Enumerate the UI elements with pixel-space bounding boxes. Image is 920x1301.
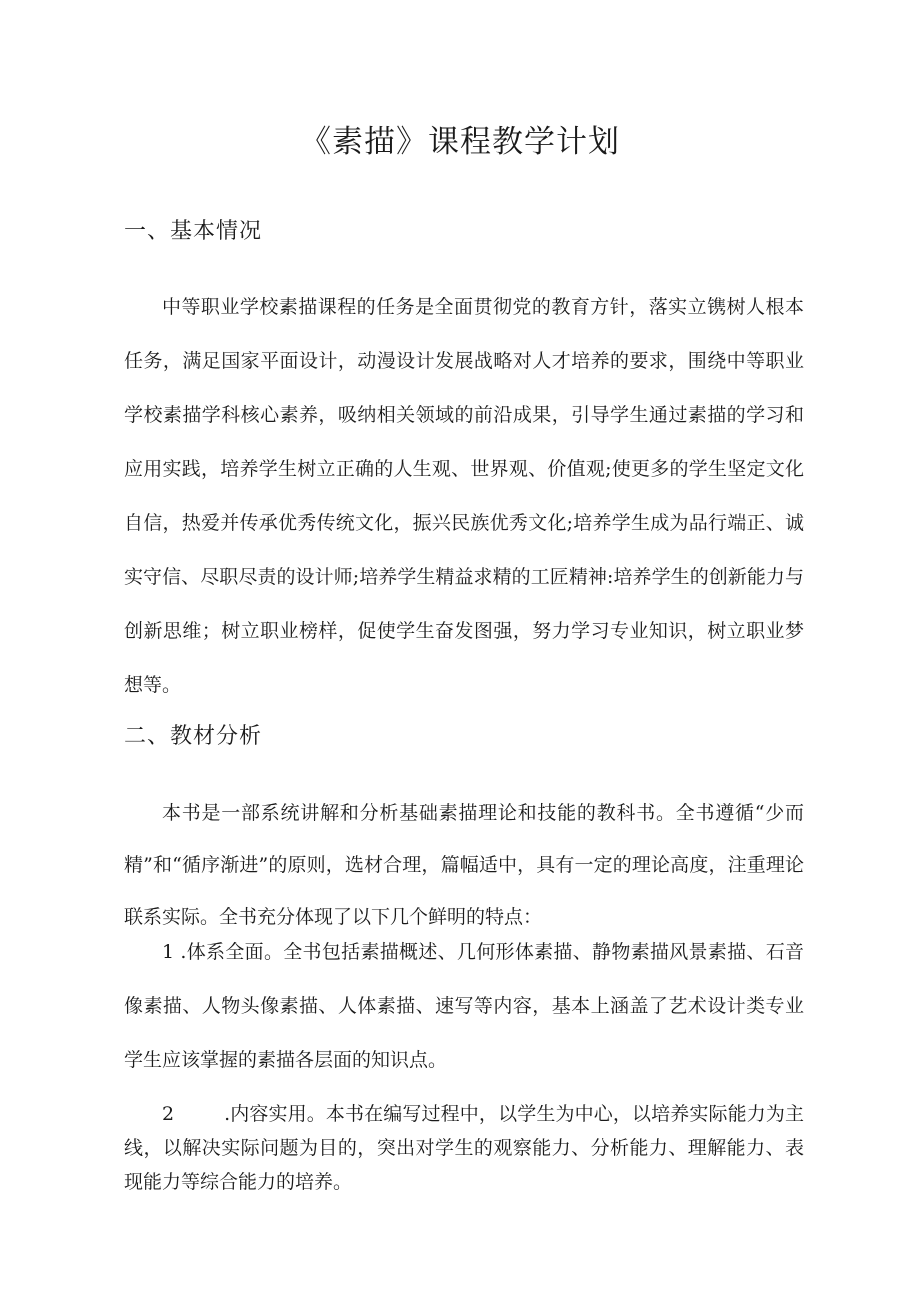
section-heading-textbook-analysis: 二、教材分析 xyxy=(124,724,263,749)
point-2-number: 2 xyxy=(162,1103,175,1125)
section-heading-basic-info: 一、基本情况 xyxy=(124,219,263,244)
document-title: 《素描》课程教学计划 xyxy=(300,124,620,160)
textbook-analysis-point-2 xyxy=(124,1097,804,1199)
textbook-analysis-point-1: 1 .体系全面。全书包括素描概述、几何形体素描、静物素描风景素描、石音像素描、人物头像素描、人体素描、速写等内容，基本上涵盖了艺术设计类专业学生应该掌握的素描各层面的知识点。 xyxy=(124,941,804,1071)
section-paragraph-basic-info: 中等职业学校素描课程的任务是全面贯彻党的教育方针，落实立镌树人根本任务，满足国家平面设计，动漫设计发展战略对人才培养的要求，围绕中等职业学校素描学科核心素养，吸纳相关领域的前沿成果，引导学生通过素描的学习和应用实践，培养学生树立正确的人生观、世界观、价值观;使更多的学生坚定文化自信，热爱并传承优秀传统文化，振兴民族优秀文化;培养学生成为品行端正、诚实守信、尽职尽责的设计师;培养学生精益求精的工匠精神:培养学生的创新能力与创新思维；树立职业榜样，促使学生奋发图强，努力学习专业知识，树立职业梦想等。 xyxy=(124,296,804,696)
textbook-analysis-intro: 本书是一部系统讲解和分析基础素描理论和技能的教科书。全书遵循“少而精”和“循序渐进”的原则，选材合理，篇幅适中，具有一定的理论高度，注重理论联系实际。全书充分体现了以下几个鲜明的特点： xyxy=(124,802,804,928)
point-2-text: .内容实用。本书在编写过程中，以学生为中心，以培养实际能力为主线，以解决实际问题为目的，突出对学生的观察能力、分析能力、理解能力、表现能力等综合能力的培养。 xyxy=(124,1103,804,1193)
